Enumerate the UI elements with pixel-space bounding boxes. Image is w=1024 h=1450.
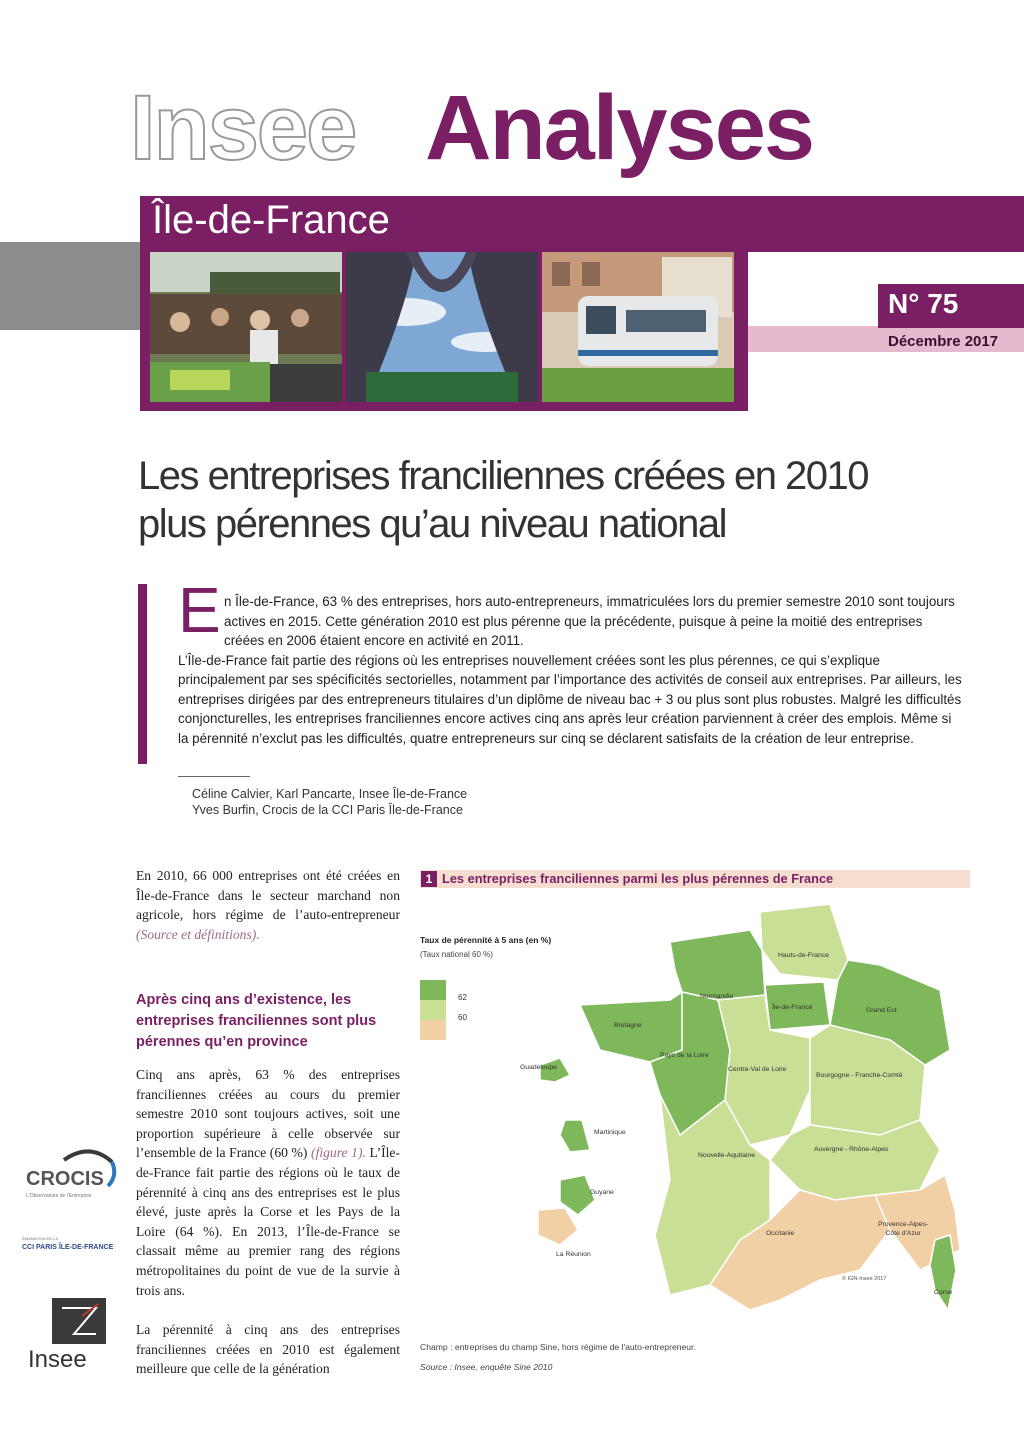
paragraph-2-text-a: Cinq ans après, 63 % des entreprises franciliennes créées au cours du premier semestre 2010 sont toujours actives, soit une proportion supérieure à celle observée sur l’ensemble de la France (60 %)	[136, 1067, 400, 1161]
author-line-1: Céline Calvier, Karl Pancarte, Insee Île-de-France	[192, 787, 468, 801]
figure-ref-link[interactable]: (figure 1).	[311, 1145, 366, 1161]
masthead-gray-band	[0, 242, 150, 330]
section-subheading: Après cinq ans d’existence, les entreprises franciliennes sont plus pérennes qu’en province	[136, 992, 377, 1050]
headline-line-2: plus pérennes qu’au niveau national	[138, 502, 726, 546]
figure-source: Source : Insee, enquête Sine 2010	[420, 1362, 553, 1372]
label-martinique: Martinique	[594, 1129, 626, 1136]
author-line-2: Yves Burfin, Crocis de la CCI Paris Île-de-France	[192, 803, 463, 817]
brand-title: Insee	[130, 77, 356, 179]
region-name: Île-de-France	[152, 198, 390, 242]
label-occitanie: Occitanie	[766, 1230, 795, 1237]
legend-label-60: 60	[458, 1013, 467, 1022]
intro-first-sentence: n Île-de-France, 63 % des entreprises, hors auto-entrepreneurs, immatriculées lors du premier semestre 2010 sont toujours actives en 2015. Cette génération 2010 est plus pérenne que la précédente, puisque à peine la moitié des entreprises créées en 2006 étaient encore en activité en 2011.	[224, 594, 955, 648]
crocis-logo: CROCIS	[26, 1168, 104, 1190]
region-normandie	[670, 930, 765, 1000]
label-bretagne: Bretagne	[614, 1022, 642, 1029]
crocis-tagline: L'Observatoire de l'Entreprise	[26, 1193, 92, 1199]
label-pays-de-la-loire: Pays de la Loire	[660, 1052, 709, 1059]
issue-date: Décembre 2017	[888, 333, 999, 350]
market-photo	[150, 252, 342, 402]
label-centre: Centre-Val de Loire	[728, 1066, 787, 1073]
intro-paragraph	[178, 592, 964, 748]
label-paca-line-1: Provence-Alpes-	[878, 1221, 929, 1228]
map-copyright: © IGN-Insee 2017	[842, 1276, 887, 1282]
tram-photo	[542, 252, 734, 402]
region-reunion	[538, 1208, 578, 1245]
label-grand-est: Grand Est	[866, 1007, 897, 1014]
paragraph-3: La pérennité à cinq ans des entreprises franciliennes créées en 2010 est également meilleure que celle de la génération	[136, 1322, 400, 1377]
authors-rule	[178, 776, 250, 777]
eiffel-tower-photo	[346, 252, 538, 402]
legend-subtitle: (Taux national 60 %)	[420, 950, 493, 959]
authors	[192, 786, 467, 818]
label-reunion: La Réunion	[556, 1251, 591, 1258]
paragraph-2	[136, 1065, 400, 1300]
label-normandie: Normandie	[700, 993, 734, 1000]
label-guyane: Guyane	[590, 1189, 614, 1196]
issue-number: N° 75	[888, 288, 959, 319]
label-paca-line-2: Côte d'Azur	[885, 1230, 921, 1237]
region-auvergne	[770, 1120, 940, 1200]
insee-logo-text: Insee	[28, 1346, 87, 1373]
label-bourgogne: Bourgogne - Franche-Comté	[816, 1072, 903, 1079]
source-link[interactable]: (Source et définitions).	[136, 926, 260, 942]
figure-note: Champ : entreprises du champ Sine, hors régime de l'auto-entrepreneur.	[420, 1342, 696, 1352]
label-corse: Corse	[934, 1289, 953, 1296]
insee-logo-mark	[52, 1298, 106, 1344]
legend-title: Taux de pérennité à 5 ans (en %)	[420, 935, 552, 945]
article-headline	[138, 452, 898, 548]
region-corse	[930, 1235, 956, 1310]
intro-rest: L’Île-de-France fait partie des régions où les entreprises nouvellement créées sont les plus pérennes, ce qui s’explique principalement par ses spécificités sectorielles, notamment par l’importance des activités de conseil aux entreprises. Par ailleurs, les entreprises dirigées par des entrepreneurs titulaires d’un diplôme de niveau bac + 3 ou plus sont plus robustes. Malgré les difficultés conjoncturelles, les entreprises franciliennes encore actives cinq ans après leur création parviennent à créer des emplois. Même si la pérennité n’exclut pas les difficultés, quatre entrepreneurs sur cinq se déclarent satisfaits de la création de leur entreprise.	[178, 652, 962, 746]
intro-dropcap: E	[178, 574, 221, 646]
label-guadeloupe: Guadeloupe	[520, 1064, 558, 1071]
paragraph-2-text-b: L’Île-de-France fait partie des régions où le taux de pérennité à cinq ans des entreprises est le plus élevé, juste après la Corse et les Pays de la Loire (64 %). En 2013, l’Île-de-France se classait même au premier rang des régions métropolitaines du point de vue de la survie à trois ans.	[136, 1145, 400, 1298]
paragraph-1-text: En 2010, 66 000 entreprises ont été créées en Île-de-France dans le secteur marchand non agricole, hors régime de l’auto-entrepreneur	[136, 868, 400, 923]
figure-number: 1	[421, 871, 437, 887]
intro-accent-bar	[138, 584, 147, 764]
label-ile-de-france: Île-de-France	[772, 1004, 813, 1011]
region-martinique	[560, 1120, 590, 1152]
cci-caption: ÉMANATION DE LA	[22, 1236, 59, 1241]
legend-label-62: 62	[458, 993, 467, 1002]
series-title: Analyses	[425, 77, 814, 179]
label-auvergne: Auvergne - Rhône-Alpes	[814, 1146, 889, 1153]
label-nouvelle-aquitaine: Nouvelle-Aquitaine	[698, 1152, 756, 1159]
figure-title: Les entreprises franciliennes parmi les plus pérennes de France	[442, 871, 834, 886]
france-map	[420, 890, 980, 1340]
label-paca	[878, 1220, 928, 1238]
label-hauts-de-france: Hauts-de-France	[778, 952, 829, 959]
paragraph-1	[136, 866, 400, 944]
headline-line-1: Les entreprises franciliennes créées en 2010	[138, 454, 869, 498]
cci-logo: CCI PARIS ÎLE-DE-FRANCE	[22, 1244, 114, 1251]
region-hauts-de-france	[760, 904, 848, 980]
